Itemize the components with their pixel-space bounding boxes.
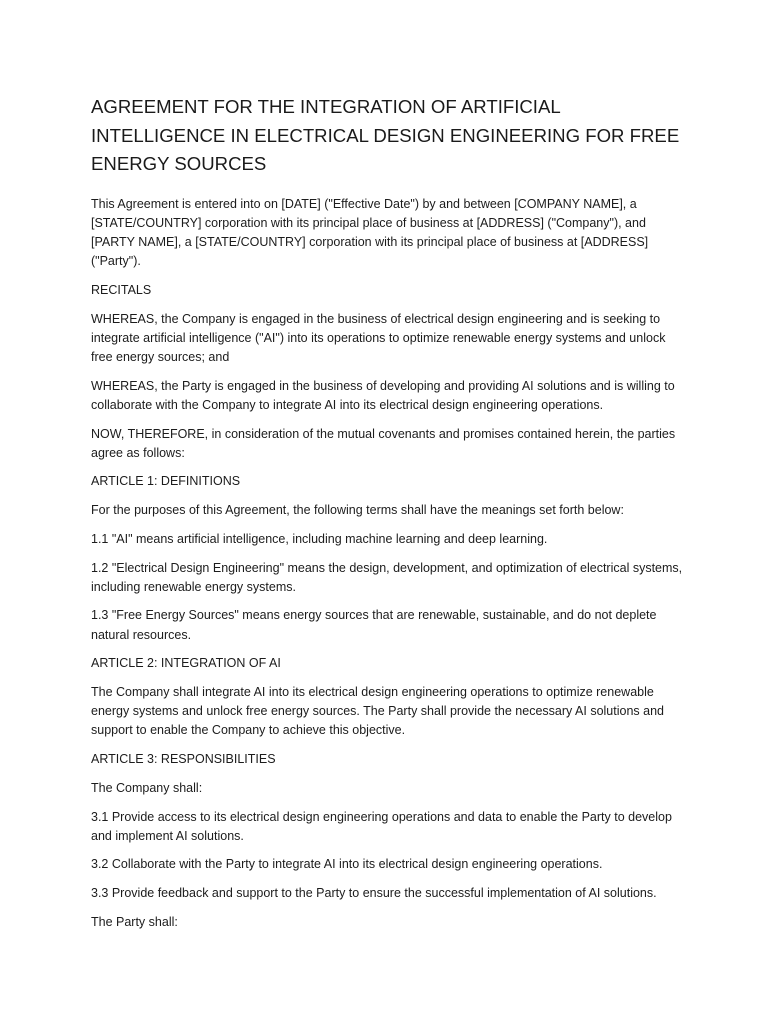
party-shall-label: The Party shall: bbox=[91, 914, 178, 929]
preamble-paragraph: This Agreement is entered into on [DATE] ("Effective Date") by and between [COMPANY NAME], a [STATE/COUNTRY] corporation with its principal place of business at [ADDRESS] ("Company"), and [PARTY NAME], a [STATE/COUNTRY] corporation with its principal place of business at [ADDRESS] ("Party"). bbox=[91, 196, 649, 269]
article-2-heading: ARTICLE 2: INTEGRATION OF AI bbox=[91, 656, 281, 671]
article-1-heading: ARTICLE 1: DEFINITIONS bbox=[91, 474, 241, 489]
responsibility-3-2: 3.2 Collaborate with the Party to integrate AI into its electrical design engineering operations. bbox=[91, 857, 603, 872]
responsibility-3-1: 3.1 Provide access to its electrical design engineering operations and data to enable the Party to develop and implement AI solutions. bbox=[91, 809, 672, 843]
definition-1-3: 1.3 "Free Energy Sources" means energy sources that are renewable, sustainable, and do not deplete natural resources. bbox=[91, 608, 657, 642]
article-3-heading: ARTICLE 3: RESPONSIBILITIES bbox=[91, 752, 276, 767]
now-therefore-paragraph: NOW, THEREFORE, in consideration of the mutual covenants and promises contained herein, the parties agree as follows: bbox=[91, 426, 676, 460]
definition-1-1: 1.1 "AI" means artificial intelligence, including machine learning and deep learning. bbox=[91, 531, 548, 546]
definition-1-2: 1.2 "Electrical Design Engineering" means the design, development, and optimization of electrical systems, including renewable energy systems. bbox=[91, 560, 683, 594]
document-title: AGREEMENT FOR THE INTEGRATION OF ARTIFICIAL INTELLIGENCE IN ELECTRICAL DESIGN ENGINEERING FOR FREE ENERGY SOURCES bbox=[91, 96, 680, 174]
whereas-company-paragraph: WHEREAS, the Company is engaged in the business of electrical design engineering and is seeking to integrate artificial intelligence ("AI") into its operations to optimize renewable energy systems and unlock free energy sources; and bbox=[91, 311, 666, 364]
responsibility-3-3: 3.3 Provide feedback and support to the Party to ensure the successful implementation of AI solutions. bbox=[91, 886, 657, 901]
whereas-party-paragraph: WHEREAS, the Party is engaged in the business of developing and providing AI solutions and is willing to collaborate with the Company to integrate AI into its electrical design engineering operations. bbox=[91, 378, 675, 412]
company-shall-label: The Company shall: bbox=[91, 780, 203, 795]
integration-paragraph: The Company shall integrate AI into its electrical design engineering operations to optimize renewable energy systems and unlock free energy sources. The Party shall provide the necessary AI solutions and support to enable the Company to achieve this objective. bbox=[91, 685, 664, 738]
recitals-heading: RECITALS bbox=[91, 282, 152, 297]
definitions-intro-paragraph: For the purposes of this Agreement, the following terms shall have the meanings set forth below: bbox=[91, 503, 624, 518]
